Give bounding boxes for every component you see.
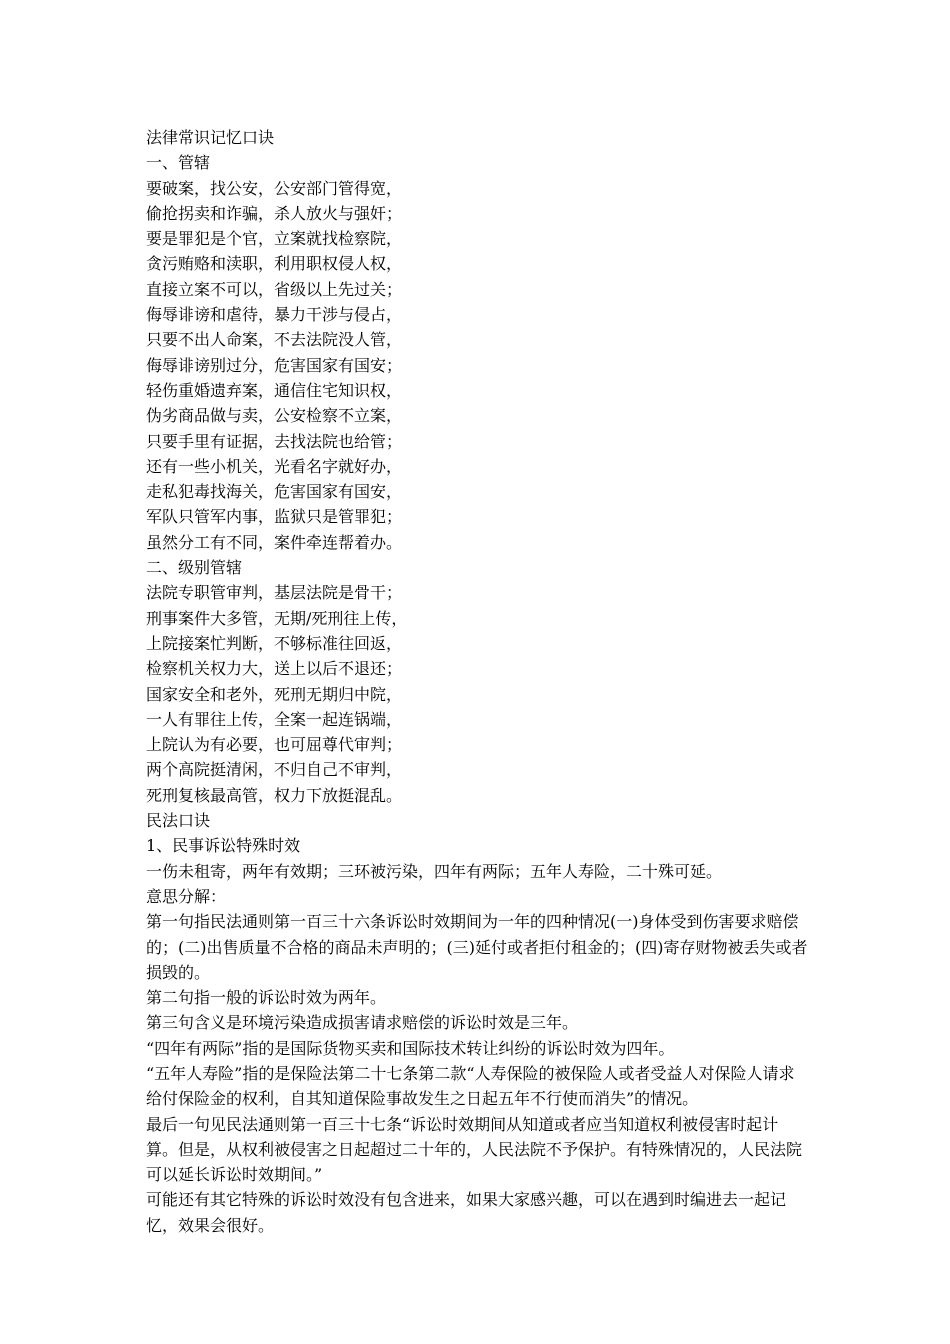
verse-line: 轻伤重婚遗弃案，通信住宅知识权， [146,380,403,400]
verse-line: 要是罪犯是个官，立案就找检察院， [146,229,403,249]
verse-line: 死刑复核最高管，权力下放挺混乱。 [146,785,403,805]
verse-line: 上院接案忙判断，不够标准往回返， [146,633,403,653]
verse-line: 检察机关权力大，送上以后不退还； [146,659,403,679]
verse-line: 两个高院挺清闲，不归自己不审判， [146,760,403,780]
verse-line: 刑事案件大多管，无期/死刑往上传， [146,608,408,628]
explain-paragraph: 第二句指一般的诉讼时效为两年。 [146,988,387,1008]
subheading-limitation: 1、民事诉讼特殊时效 [146,836,301,856]
explain-paragraph: 最后一句见民法通则第一百三十七条“诉讼时效期间从知道或者应当知道权利被侵害时起计算。但是，从权利被侵害之日起超过二十年的，人民法院不予保护。有特殊情况的，人民法院可以延长诉讼时效期间。” [146,1114,803,1185]
mnemonic-verse: 一伤未租寄，两年有效期；三环被污染，四年有两际；五年人寿险，二十殊可延。 [146,861,723,881]
explain-paragraph: 第三句含义是环境污染造成损害请求赔偿的诉讼时效是三年。 [146,1013,579,1033]
verse-line: 军队只管军内事，监狱只是管罪犯； [146,507,403,527]
section-heading-jurisdiction: 一、管辖 [146,153,211,173]
verse-line: 虽然分工有不同，案件牵连帮着办。 [146,532,403,552]
verse-line: 偷抢拐卖和诈骗，杀人放火与强奸； [146,203,403,223]
document-title: 法律常识记忆口诀 [146,128,275,147]
explain-paragraph: “四年有两际”指的是国际货物买卖和国际技术转让纠纷的诉讼时效为四年。 [146,1038,675,1058]
verse-line: 直接立案不可以，省级以上先过关； [146,279,403,299]
verse-line: 走私犯毒找海关，危害国家有国安， [146,482,403,502]
verse-line: 伪劣商品做与卖，公安检察不立案， [146,406,403,426]
verse-line: 侮辱诽谤和虐待，暴力干涉与侵占， [146,305,403,325]
verse-line: 侮辱诽谤别过分，危害国家有国安； [146,355,403,375]
verse-line: 国家安全和老外，死刑无期归中院， [146,684,403,704]
verse-line: 上院认为有必要，也可屈尊代审判； [146,735,403,755]
verse-line: 法院专职管审判，基层法院是骨干； [146,583,403,603]
document-body [146,125,810,1238]
verse-line: 只要手里有证据，去找法院也给管； [146,431,403,451]
explain-paragraph: 可能还有其它特殊的诉讼时效没有包含进来，如果大家感兴趣，可以在遇到时编进去一起记忆，效果会很好。 [146,1190,787,1235]
verse-line: 一人有罪往上传，全案一起连锅端， [146,709,403,729]
section-heading-level-jurisdiction: 二、级别管辖 [146,558,243,578]
explain-label: 意思分解： [146,886,227,906]
verse-line: 贪污贿赂和渎职，利用职权侵人权， [146,254,403,274]
section-heading-civil-law: 民法口诀 [146,811,211,831]
verse-line: 要破案，找公安，公安部门管得宽， [146,178,403,198]
verse-line: 只要不出人命案，不去法院没人管， [146,330,403,350]
explain-paragraph: 第一句指民法通则第一百三十六条诉讼时效期间为一年的四种情况(一)身体受到伤害要求赔偿的；(二)出售质量不合格的商品未声明的；(三)延付或者拒付租金的；(四)寄存财物被丢失或者损毁的。 [146,912,808,982]
verse-line: 还有一些小机关，光看名字就好办， [146,456,403,476]
explain-paragraph: “五年人寿险”指的是保险法第二十七条第二款“人寿保险的被保险人或者受益人对保险人请求给付保险金的权利，自其知道保险事故发生之日起五年不行使而消失”的情况。 [146,1063,795,1109]
